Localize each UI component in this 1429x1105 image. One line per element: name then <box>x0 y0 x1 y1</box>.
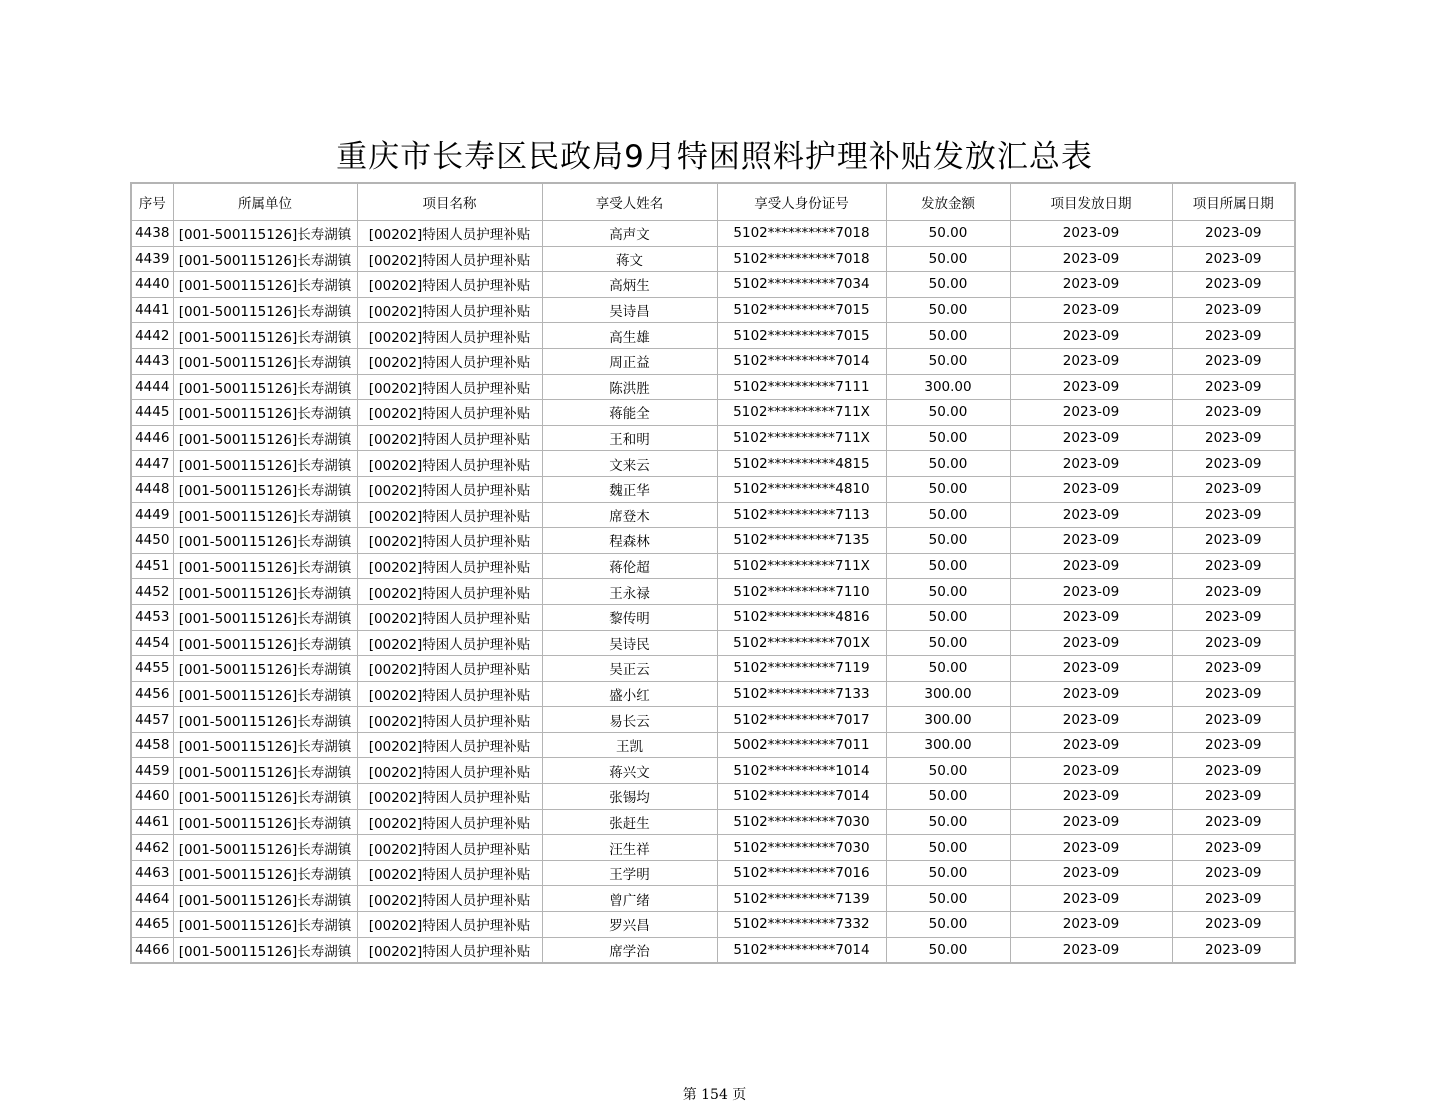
cell-project-name: [00202]特困人员护理补贴 <box>357 246 542 272</box>
cell-unit: [001-500115126]长寿湖镇 <box>173 912 357 938</box>
table-header-row <box>131 183 1295 221</box>
cell-period-date: 2023-09 <box>1172 221 1295 247</box>
table-row <box>131 246 1295 272</box>
cell-unit: [001-500115126]长寿湖镇 <box>173 835 357 861</box>
cell-id-number: 5102**********7111 <box>717 374 886 400</box>
cell-issue-date: 2023-09 <box>1010 348 1172 374</box>
cell-period-date: 2023-09 <box>1172 476 1295 502</box>
cell-issue-date: 2023-09 <box>1010 860 1172 886</box>
table-row <box>131 656 1295 682</box>
cell-recipient-name: 蒋伦超 <box>542 553 717 579</box>
cell-amount: 50.00 <box>886 297 1010 323</box>
table-row <box>131 374 1295 400</box>
cell-amount: 50.00 <box>886 784 1010 810</box>
cell-recipient-name: 罗兴昌 <box>542 912 717 938</box>
cell-issue-date: 2023-09 <box>1010 221 1172 247</box>
cell-amount: 50.00 <box>886 860 1010 886</box>
cell-issue-date: 2023-09 <box>1010 579 1172 605</box>
cell-amount: 50.00 <box>886 579 1010 605</box>
cell-id-number: 5102**********4815 <box>717 451 886 477</box>
cell-issue-date: 2023-09 <box>1010 400 1172 426</box>
cell-seq: 4445 <box>131 400 173 426</box>
cell-project-name: [00202]特困人员护理补贴 <box>357 809 542 835</box>
table-body <box>131 221 1295 964</box>
table-row <box>131 912 1295 938</box>
cell-amount: 50.00 <box>886 604 1010 630</box>
cell-recipient-name: 曾广绪 <box>542 886 717 912</box>
cell-period-date: 2023-09 <box>1172 553 1295 579</box>
cell-seq: 4452 <box>131 579 173 605</box>
subsidy-table <box>130 182 1296 964</box>
cell-unit: [001-500115126]长寿湖镇 <box>173 323 357 349</box>
cell-period-date: 2023-09 <box>1172 809 1295 835</box>
cell-seq: 4449 <box>131 502 173 528</box>
cell-issue-date: 2023-09 <box>1010 297 1172 323</box>
cell-period-date: 2023-09 <box>1172 323 1295 349</box>
cell-project-name: [00202]特困人员护理补贴 <box>357 502 542 528</box>
cell-amount: 50.00 <box>886 272 1010 298</box>
cell-issue-date: 2023-09 <box>1010 528 1172 554</box>
cell-period-date: 2023-09 <box>1172 425 1295 451</box>
cell-seq: 4460 <box>131 784 173 810</box>
cell-id-number: 5102**********711X <box>717 400 886 426</box>
cell-project-name: [00202]特困人员护理补贴 <box>357 451 542 477</box>
table-row <box>131 630 1295 656</box>
cell-project-name: [00202]特困人员护理补贴 <box>357 400 542 426</box>
cell-id-number: 5102**********4810 <box>717 476 886 502</box>
cell-amount: 50.00 <box>886 630 1010 656</box>
table-row <box>131 323 1295 349</box>
table-row <box>131 348 1295 374</box>
cell-id-number: 5002**********7011 <box>717 732 886 758</box>
cell-recipient-name: 周正益 <box>542 348 717 374</box>
cell-seq: 4444 <box>131 374 173 400</box>
cell-project-name: [00202]特困人员护理补贴 <box>357 528 542 554</box>
cell-amount: 50.00 <box>886 886 1010 912</box>
cell-recipient-name: 张赶生 <box>542 809 717 835</box>
cell-seq: 4455 <box>131 656 173 682</box>
cell-id-number: 5102**********7110 <box>717 579 886 605</box>
cell-unit: [001-500115126]长寿湖镇 <box>173 553 357 579</box>
cell-period-date: 2023-09 <box>1172 451 1295 477</box>
cell-project-name: [00202]特困人员护理补贴 <box>357 297 542 323</box>
cell-project-name: [00202]特困人员护理补贴 <box>357 860 542 886</box>
header-issue-date: 项目发放日期 <box>1010 183 1172 221</box>
cell-issue-date: 2023-09 <box>1010 451 1172 477</box>
cell-seq: 4462 <box>131 835 173 861</box>
cell-seq: 4461 <box>131 809 173 835</box>
cell-amount: 50.00 <box>886 323 1010 349</box>
cell-amount: 50.00 <box>886 809 1010 835</box>
cell-seq: 4446 <box>131 425 173 451</box>
cell-period-date: 2023-09 <box>1172 784 1295 810</box>
cell-id-number: 5102**********7133 <box>717 681 886 707</box>
cell-amount: 300.00 <box>886 732 1010 758</box>
cell-id-number: 5102**********7139 <box>717 886 886 912</box>
table-row <box>131 937 1295 963</box>
cell-seq: 4439 <box>131 246 173 272</box>
header-project-name: 项目名称 <box>357 183 542 221</box>
cell-project-name: [00202]特困人员护理补贴 <box>357 835 542 861</box>
cell-recipient-name: 席登木 <box>542 502 717 528</box>
cell-seq: 4438 <box>131 221 173 247</box>
cell-period-date: 2023-09 <box>1172 937 1295 963</box>
cell-seq: 4448 <box>131 476 173 502</box>
cell-amount: 300.00 <box>886 374 1010 400</box>
cell-recipient-name: 盛小红 <box>542 681 717 707</box>
cell-issue-date: 2023-09 <box>1010 246 1172 272</box>
cell-unit: [001-500115126]长寿湖镇 <box>173 297 357 323</box>
cell-recipient-name: 易长云 <box>542 707 717 733</box>
cell-recipient-name: 文来云 <box>542 451 717 477</box>
cell-period-date: 2023-09 <box>1172 528 1295 554</box>
cell-seq: 4443 <box>131 348 173 374</box>
cell-id-number: 5102**********7016 <box>717 860 886 886</box>
table-row <box>131 604 1295 630</box>
cell-seq: 4463 <box>131 860 173 886</box>
cell-recipient-name: 陈洪胜 <box>542 374 717 400</box>
cell-project-name: [00202]特困人员护理补贴 <box>357 221 542 247</box>
cell-unit: [001-500115126]长寿湖镇 <box>173 528 357 554</box>
cell-id-number: 5102**********701X <box>717 630 886 656</box>
cell-unit: [001-500115126]长寿湖镇 <box>173 374 357 400</box>
cell-period-date: 2023-09 <box>1172 630 1295 656</box>
cell-id-number: 5102**********7113 <box>717 502 886 528</box>
cell-id-number: 5102**********7014 <box>717 937 886 963</box>
cell-project-name: [00202]特困人员护理补贴 <box>357 604 542 630</box>
cell-project-name: [00202]特困人员护理补贴 <box>357 656 542 682</box>
table-row <box>131 451 1295 477</box>
cell-issue-date: 2023-09 <box>1010 809 1172 835</box>
cell-period-date: 2023-09 <box>1172 758 1295 784</box>
cell-amount: 50.00 <box>886 835 1010 861</box>
header-seq: 序号 <box>131 183 173 221</box>
cell-seq: 4466 <box>131 937 173 963</box>
cell-issue-date: 2023-09 <box>1010 425 1172 451</box>
table-row <box>131 221 1295 247</box>
cell-project-name: [00202]特困人员护理补贴 <box>357 758 542 784</box>
cell-issue-date: 2023-09 <box>1010 912 1172 938</box>
cell-amount: 50.00 <box>886 348 1010 374</box>
table-row <box>131 297 1295 323</box>
cell-unit: [001-500115126]长寿湖镇 <box>173 784 357 810</box>
table-row <box>131 502 1295 528</box>
cell-amount: 50.00 <box>886 425 1010 451</box>
table-row <box>131 272 1295 298</box>
cell-unit: [001-500115126]长寿湖镇 <box>173 272 357 298</box>
cell-amount: 50.00 <box>886 937 1010 963</box>
cell-project-name: [00202]特困人员护理补贴 <box>357 553 542 579</box>
cell-id-number: 5102**********7332 <box>717 912 886 938</box>
cell-seq: 4442 <box>131 323 173 349</box>
cell-unit: [001-500115126]长寿湖镇 <box>173 732 357 758</box>
table-row <box>131 528 1295 554</box>
cell-project-name: [00202]特困人员护理补贴 <box>357 912 542 938</box>
cell-project-name: [00202]特困人员护理补贴 <box>357 681 542 707</box>
cell-amount: 50.00 <box>886 400 1010 426</box>
table-row <box>131 579 1295 605</box>
cell-seq: 4440 <box>131 272 173 298</box>
table-row <box>131 732 1295 758</box>
header-period-date: 项目所属日期 <box>1172 183 1295 221</box>
cell-seq: 4450 <box>131 528 173 554</box>
cell-id-number: 5102**********4816 <box>717 604 886 630</box>
page-number: 第 154 页 <box>682 1087 747 1103</box>
cell-amount: 50.00 <box>886 553 1010 579</box>
cell-recipient-name: 蒋兴文 <box>542 758 717 784</box>
header-amount: 发放金额 <box>886 183 1010 221</box>
cell-id-number: 5102**********7135 <box>717 528 886 554</box>
cell-issue-date: 2023-09 <box>1010 272 1172 298</box>
cell-unit: [001-500115126]长寿湖镇 <box>173 246 357 272</box>
cell-recipient-name: 席学治 <box>542 937 717 963</box>
cell-period-date: 2023-09 <box>1172 502 1295 528</box>
cell-project-name: [00202]特困人员护理补贴 <box>357 579 542 605</box>
cell-seq: 4456 <box>131 681 173 707</box>
table-row <box>131 400 1295 426</box>
cell-amount: 50.00 <box>886 656 1010 682</box>
header-id-number: 享受人身份证号 <box>717 183 886 221</box>
cell-project-name: [00202]特困人员护理补贴 <box>357 630 542 656</box>
cell-unit: [001-500115126]长寿湖镇 <box>173 221 357 247</box>
cell-period-date: 2023-09 <box>1172 272 1295 298</box>
cell-id-number: 5102**********1014 <box>717 758 886 784</box>
cell-recipient-name: 蒋能全 <box>542 400 717 426</box>
cell-period-date: 2023-09 <box>1172 579 1295 605</box>
cell-issue-date: 2023-09 <box>1010 656 1172 682</box>
cell-period-date: 2023-09 <box>1172 297 1295 323</box>
cell-id-number: 5102**********711X <box>717 553 886 579</box>
cell-amount: 50.00 <box>886 221 1010 247</box>
cell-recipient-name: 程森林 <box>542 528 717 554</box>
cell-recipient-name: 蒋文 <box>542 246 717 272</box>
cell-id-number: 5102**********7030 <box>717 835 886 861</box>
page-title: 重庆市长寿区民政局9月特困照料护理补贴发放汇总表 <box>336 139 1093 175</box>
cell-issue-date: 2023-09 <box>1010 784 1172 810</box>
table-row <box>131 553 1295 579</box>
table-row <box>131 784 1295 810</box>
table-row <box>131 425 1295 451</box>
cell-unit: [001-500115126]长寿湖镇 <box>173 348 357 374</box>
table-row <box>131 707 1295 733</box>
cell-seq: 4458 <box>131 732 173 758</box>
table-row <box>131 886 1295 912</box>
cell-id-number: 5102**********7015 <box>717 323 886 349</box>
cell-recipient-name: 王和明 <box>542 425 717 451</box>
cell-period-date: 2023-09 <box>1172 604 1295 630</box>
cell-project-name: [00202]特困人员护理补贴 <box>357 732 542 758</box>
cell-unit: [001-500115126]长寿湖镇 <box>173 400 357 426</box>
cell-project-name: [00202]特困人员护理补贴 <box>357 425 542 451</box>
cell-project-name: [00202]特困人员护理补贴 <box>357 323 542 349</box>
cell-recipient-name: 王永禄 <box>542 579 717 605</box>
cell-period-date: 2023-09 <box>1172 860 1295 886</box>
cell-seq: 4453 <box>131 604 173 630</box>
cell-recipient-name: 魏正华 <box>542 476 717 502</box>
table-row <box>131 476 1295 502</box>
cell-unit: [001-500115126]长寿湖镇 <box>173 681 357 707</box>
cell-id-number: 5102**********7017 <box>717 707 886 733</box>
cell-issue-date: 2023-09 <box>1010 374 1172 400</box>
cell-unit: [001-500115126]长寿湖镇 <box>173 425 357 451</box>
cell-unit: [001-500115126]长寿湖镇 <box>173 707 357 733</box>
cell-period-date: 2023-09 <box>1172 656 1295 682</box>
cell-recipient-name: 吴正云 <box>542 656 717 682</box>
cell-recipient-name: 张锡均 <box>542 784 717 810</box>
cell-recipient-name: 吴诗民 <box>542 630 717 656</box>
cell-project-name: [00202]特困人员护理补贴 <box>357 886 542 912</box>
cell-recipient-name: 高炳生 <box>542 272 717 298</box>
cell-unit: [001-500115126]长寿湖镇 <box>173 476 357 502</box>
cell-amount: 50.00 <box>886 912 1010 938</box>
cell-period-date: 2023-09 <box>1172 835 1295 861</box>
cell-project-name: [00202]特困人员护理补贴 <box>357 937 542 963</box>
cell-id-number: 5102**********7030 <box>717 809 886 835</box>
cell-recipient-name: 汪生祥 <box>542 835 717 861</box>
cell-amount: 50.00 <box>886 246 1010 272</box>
cell-project-name: [00202]特困人员护理补贴 <box>357 348 542 374</box>
cell-recipient-name: 黎传明 <box>542 604 717 630</box>
cell-project-name: [00202]特困人员护理补贴 <box>357 476 542 502</box>
cell-id-number: 5102**********7119 <box>717 656 886 682</box>
cell-period-date: 2023-09 <box>1172 912 1295 938</box>
cell-id-number: 5102**********7034 <box>717 272 886 298</box>
table-row <box>131 860 1295 886</box>
cell-unit: [001-500115126]长寿湖镇 <box>173 937 357 963</box>
cell-unit: [001-500115126]长寿湖镇 <box>173 886 357 912</box>
cell-issue-date: 2023-09 <box>1010 502 1172 528</box>
cell-unit: [001-500115126]长寿湖镇 <box>173 502 357 528</box>
cell-seq: 4457 <box>131 707 173 733</box>
cell-issue-date: 2023-09 <box>1010 630 1172 656</box>
cell-period-date: 2023-09 <box>1172 246 1295 272</box>
cell-seq: 4451 <box>131 553 173 579</box>
cell-seq: 4447 <box>131 451 173 477</box>
cell-id-number: 5102**********7018 <box>717 221 886 247</box>
cell-period-date: 2023-09 <box>1172 707 1295 733</box>
cell-issue-date: 2023-09 <box>1010 732 1172 758</box>
cell-issue-date: 2023-09 <box>1010 323 1172 349</box>
cell-unit: [001-500115126]长寿湖镇 <box>173 860 357 886</box>
cell-recipient-name: 高生雄 <box>542 323 717 349</box>
cell-project-name: [00202]特困人员护理补贴 <box>357 784 542 810</box>
cell-unit: [001-500115126]长寿湖镇 <box>173 579 357 605</box>
cell-unit: [001-500115126]长寿湖镇 <box>173 809 357 835</box>
header-recipient-name: 享受人姓名 <box>542 183 717 221</box>
cell-seq: 4459 <box>131 758 173 784</box>
cell-id-number: 5102**********7018 <box>717 246 886 272</box>
cell-seq: 4464 <box>131 886 173 912</box>
cell-id-number: 5102**********7015 <box>717 297 886 323</box>
cell-amount: 50.00 <box>886 451 1010 477</box>
cell-issue-date: 2023-09 <box>1010 886 1172 912</box>
cell-amount: 300.00 <box>886 681 1010 707</box>
cell-issue-date: 2023-09 <box>1010 835 1172 861</box>
cell-id-number: 5102**********711X <box>717 425 886 451</box>
cell-issue-date: 2023-09 <box>1010 937 1172 963</box>
cell-unit: [001-500115126]长寿湖镇 <box>173 451 357 477</box>
cell-period-date: 2023-09 <box>1172 886 1295 912</box>
cell-unit: [001-500115126]长寿湖镇 <box>173 656 357 682</box>
cell-seq: 4441 <box>131 297 173 323</box>
cell-amount: 50.00 <box>886 476 1010 502</box>
cell-recipient-name: 王凯 <box>542 732 717 758</box>
cell-period-date: 2023-09 <box>1172 400 1295 426</box>
cell-project-name: [00202]特困人员护理补贴 <box>357 374 542 400</box>
cell-project-name: [00202]特困人员护理补贴 <box>357 707 542 733</box>
cell-unit: [001-500115126]长寿湖镇 <box>173 604 357 630</box>
cell-amount: 300.00 <box>886 707 1010 733</box>
cell-period-date: 2023-09 <box>1172 374 1295 400</box>
cell-recipient-name: 吴诗昌 <box>542 297 717 323</box>
table-row <box>131 758 1295 784</box>
cell-unit: [001-500115126]长寿湖镇 <box>173 758 357 784</box>
cell-issue-date: 2023-09 <box>1010 553 1172 579</box>
cell-period-date: 2023-09 <box>1172 348 1295 374</box>
cell-amount: 50.00 <box>886 502 1010 528</box>
table-row <box>131 681 1295 707</box>
table-row <box>131 835 1295 861</box>
cell-amount: 50.00 <box>886 758 1010 784</box>
cell-issue-date: 2023-09 <box>1010 707 1172 733</box>
cell-amount: 50.00 <box>886 528 1010 554</box>
cell-id-number: 5102**********7014 <box>717 348 886 374</box>
cell-period-date: 2023-09 <box>1172 732 1295 758</box>
cell-seq: 4465 <box>131 912 173 938</box>
table-row <box>131 809 1295 835</box>
cell-project-name: [00202]特困人员护理补贴 <box>357 272 542 298</box>
cell-issue-date: 2023-09 <box>1010 681 1172 707</box>
cell-seq: 4454 <box>131 630 173 656</box>
cell-issue-date: 2023-09 <box>1010 758 1172 784</box>
cell-id-number: 5102**********7014 <box>717 784 886 810</box>
header-unit: 所属单位 <box>173 183 357 221</box>
cell-recipient-name: 高声文 <box>542 221 717 247</box>
cell-issue-date: 2023-09 <box>1010 476 1172 502</box>
cell-period-date: 2023-09 <box>1172 681 1295 707</box>
cell-issue-date: 2023-09 <box>1010 604 1172 630</box>
cell-unit: [001-500115126]长寿湖镇 <box>173 630 357 656</box>
cell-recipient-name: 王学明 <box>542 860 717 886</box>
